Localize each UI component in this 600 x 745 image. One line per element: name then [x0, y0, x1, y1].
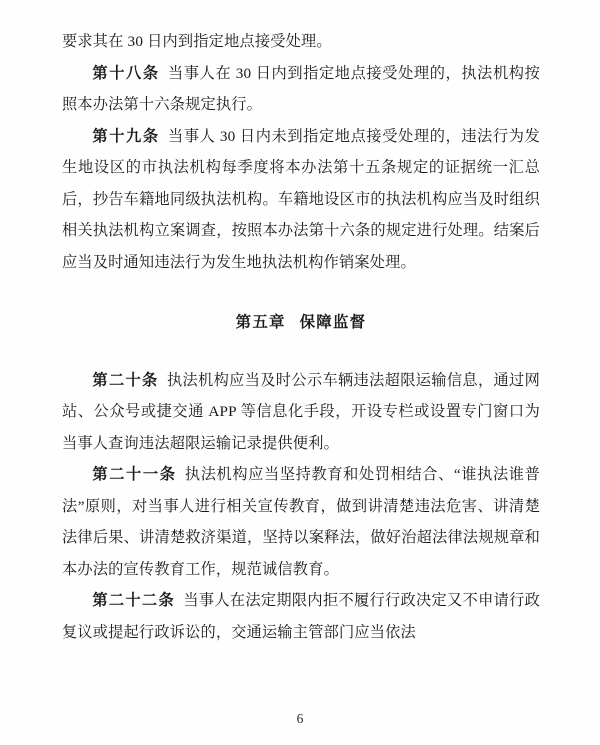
article-21	[62, 459, 540, 585]
article-20	[62, 365, 540, 460]
paragraph-continuation	[62, 26, 540, 58]
chapter-number: 第五章	[235, 314, 286, 331]
article-label: 第二十二条	[92, 592, 175, 609]
chapter-heading	[62, 307, 540, 339]
article-label: 第二十一条	[92, 466, 177, 483]
article-19	[62, 121, 540, 279]
paragraph-text: 执法机构应当坚持教育和处罚相结合、“谁执法谁普法”原则，对当事人进行相关宣传教育，做到讲清楚违法危害、讲清楚法律后果、讲清楚救济渠道，坚持以案释法，做好治超法律法规规章和本办法的宣传教育工作，规范诚信教育。	[62, 466, 541, 578]
article-label: 第十八条	[92, 64, 160, 82]
article-22	[62, 585, 540, 648]
document-body	[62, 26, 540, 648]
paragraph-text: 执法机构应当及时公示车辆违法超限运输信息，通过网站、公众号或捷交通 APP 等信息化手段，开设专栏或设置专门窗口为当事人查询违法超限运输记录提供便利。	[62, 371, 540, 452]
paragraph-text: 当事人 30 日内未到指定地点接受处理的，违法行为发生地设区的市执法机构每季度将本办法第十五条规定的证据统一汇总后，抄告车籍地同级执法机构。车籍地设区市的执法机构应当及时组织相关执法机构立案调查，按照本办法第十六条的规定进行处理。结案后应当及时通知违法行为发生地执法机构作销案处理。	[62, 127, 540, 271]
article-label: 第二十条	[92, 371, 159, 389]
page-number: 6	[296, 711, 304, 726]
paragraph-text: 要求其在 30 日内到指定地点接受处理。	[62, 33, 332, 50]
chapter-title: 保障监督	[299, 314, 367, 331]
paragraph-text: 当事人在 30 日内到指定地点接受处理的，执法机构按照本办法第十六条规定执行。	[62, 64, 540, 113]
paragraph-text: 当事人在法定期限内拒不履行行政决定又不申请行政复议或提起行政诉讼的，交通运输主管部门应当依法	[62, 592, 541, 641]
article-18	[62, 58, 540, 121]
article-label: 第十九条	[92, 127, 160, 145]
